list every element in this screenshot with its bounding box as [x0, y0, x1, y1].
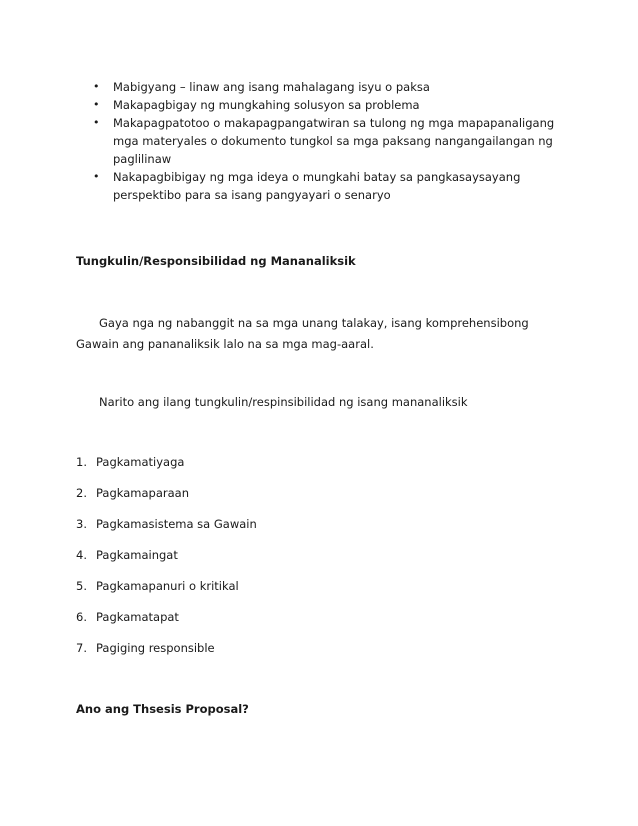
intro-paragraph: Gaya nga ng nabanggit na sa mga unang talakay, isang komprehensibong Gawain ang pananaliksik lalo na sa mga mag-aaral. [76, 316, 529, 351]
numbered-item [76, 515, 257, 546]
item-text: Pagiging responsible [96, 641, 215, 655]
bullet-text: Makapagbigay ng mungkahing solusyon sa problema [113, 98, 420, 112]
bullet-item [93, 96, 573, 114]
item-number: 6. [76, 610, 87, 624]
numbered-item [76, 639, 257, 670]
item-number: 1. [76, 455, 87, 469]
numbered-item [76, 546, 257, 577]
responsibilities-numbered-list [76, 453, 257, 670]
bullet-icon: • [93, 80, 100, 93]
numbered-item [76, 608, 257, 639]
bullet-item [93, 78, 573, 96]
list-intro-paragraph: Narito ang ilang tungkulin/respinsibilidad ng isang mananaliksik [99, 395, 468, 409]
item-text: Pagkamaingat [96, 548, 178, 562]
bullet-icon: • [93, 170, 100, 183]
item-text: Pagkamasistema sa Gawain [96, 517, 257, 531]
numbered-item [76, 484, 257, 515]
item-number: 4. [76, 548, 87, 562]
bullet-text: Mabigyang – linaw ang isang mahalagang isyu o paksa [113, 80, 430, 94]
section-heading-responsibilities: Tungkulin/Responsibilidad ng Mananaliksik [76, 254, 356, 268]
item-number: 3. [76, 517, 87, 531]
bullet-item [93, 114, 573, 168]
item-number: 7. [76, 641, 87, 655]
bullet-item [93, 168, 573, 204]
bullet-icon: • [93, 116, 100, 129]
item-text: Pagkamaparaan [96, 486, 189, 500]
numbered-item [76, 453, 257, 484]
bullet-icon: • [93, 98, 100, 111]
item-text: Pagkamapanuri o kritikal [96, 579, 239, 593]
bullet-text: Makapagpatotoo o makapagpangatwiran sa tulong ng mga mapapanaligang mga materyales o dokumento tungkol sa mga paksang nangangailangan ng paglilinaw [113, 116, 555, 166]
objectives-bullet-list [93, 78, 573, 204]
item-text: Pagkamatiyaga [96, 455, 185, 469]
section-heading-thesis-proposal: Ano ang Thsesis Proposal? [76, 702, 249, 716]
numbered-item [76, 577, 257, 608]
bullet-text: Nakapagbibigay ng mga ideya o mungkahi batay sa pangkasaysayang perspektibo para sa isang pangyayari o senaryo [113, 170, 521, 202]
item-number: 5. [76, 579, 87, 593]
item-text: Pagkamatapat [96, 610, 179, 624]
item-number: 2. [76, 486, 87, 500]
